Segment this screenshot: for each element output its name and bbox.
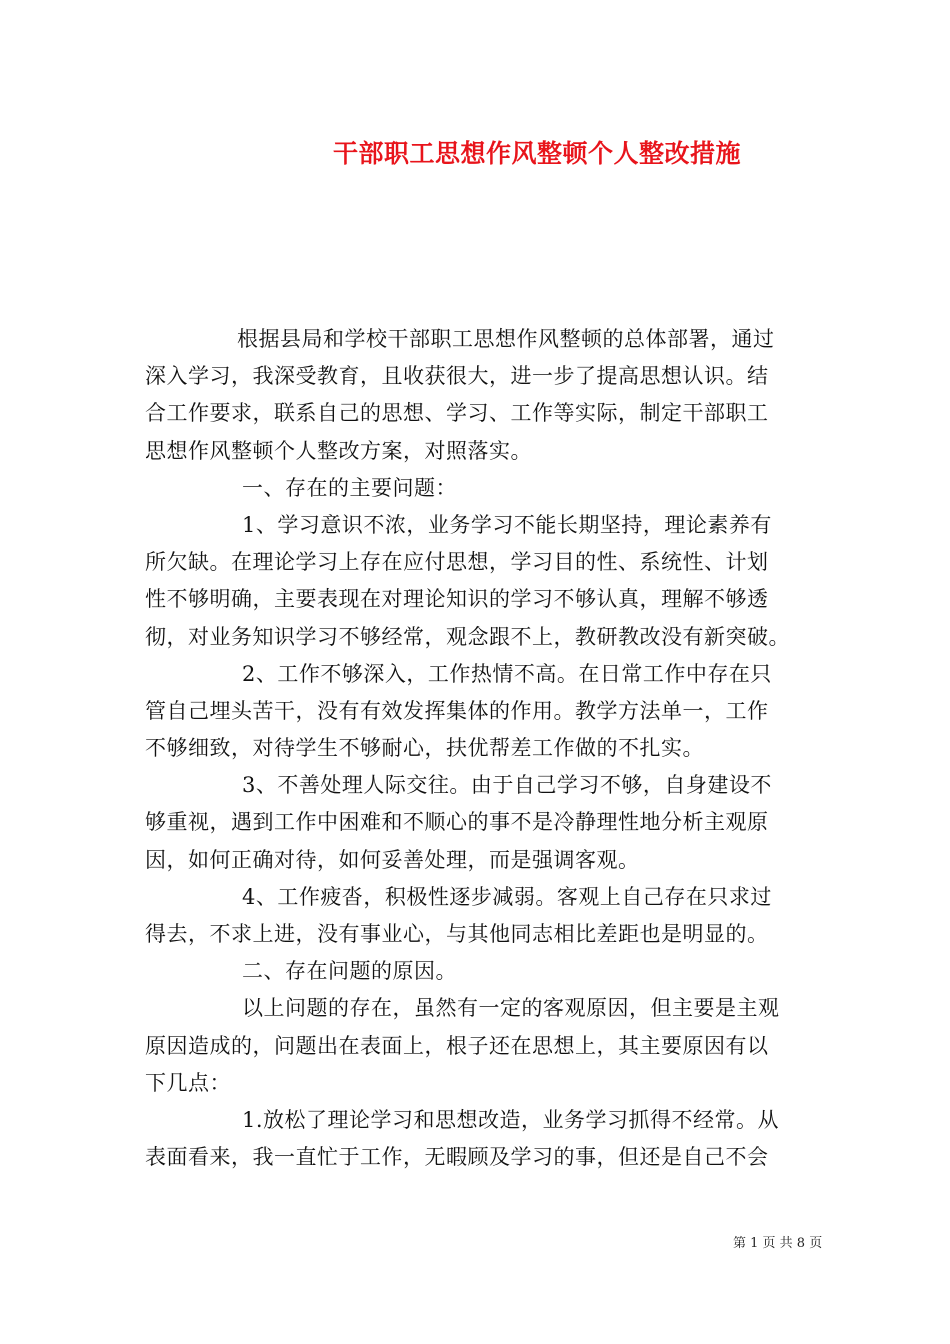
paragraph-line: 2、工作不够深入，工作热情不高。在日常工作中存在只 — [242, 661, 772, 686]
paragraph-line: 下几点： — [145, 1070, 231, 1095]
paragraph-line: 原因造成的，问题出在表面上，根子还在思想上，其主要原因有以 — [145, 1033, 769, 1058]
paragraph-line: 3、不善处理人际交往。由于自己学习不够，自身建设不 — [242, 773, 772, 798]
paragraph-line: 得去，不求上进，没有事业心，与其他同志相比差距也是明显的。 — [145, 922, 769, 946]
paragraph-line: 管自己埋头苦干，没有有效发挥集体的作用。教学方法单一，工作 — [145, 698, 769, 723]
paragraph-line: 根据县局和学校干部职工思想作风整顿的总体部署，通过 — [237, 327, 775, 351]
paragraph-line: 思想作风整顿个人整改方案，对照落实。 — [145, 438, 532, 463]
paragraph-line: 因，如何正确对待，如何妥善处理，而是强调客观。 — [145, 847, 640, 872]
paragraph-line: 不够细致，对待学生不够耐心，扶优帮差工作做的不扎实。 — [145, 736, 704, 761]
paragraph-line: 够重视，遇到工作中困难和不顺心的事不是冷静理性地分析主观原 — [145, 810, 769, 835]
document-title: 干部职工思想作风整顿个人整改措施 — [333, 139, 742, 168]
paragraph-line: 1.放松了理论学习和思想改造，业务学习抓得不经常。从 — [242, 1107, 780, 1132]
paragraph-line: 以上问题的存在，虽然有一定的客观原因，但主要是主观 — [242, 996, 780, 1021]
paragraph-line: 1、学习意识不浓，业务学习不能长期坚持，理论素养有 — [242, 512, 772, 537]
paragraph-line: 表面看来，我一直忙于工作，无暇顾及学习的事，但还是自己不会 — [145, 1145, 769, 1170]
paragraph-line: 性不够明确，主要表现在对理论知识的学习不够认真，理解不够透 — [145, 587, 769, 612]
paragraph-line: 彻，对业务知识学习不够经常，观念跟不上，教研教改没有新突破。 — [145, 624, 790, 649]
section-heading: 二、存在问题的原因。 — [242, 959, 457, 984]
paragraph-line: 深入学习，我深受教育，且收获很大，进一步了提高思想认识。结 — [145, 364, 769, 389]
paragraph-line: 所欠缺。在理论学习上存在应付思想，学习目的性、系统性、计划 — [145, 550, 769, 575]
page-number: 第 1 页 共 8 页 — [733, 1236, 823, 1251]
document-body — [145, 321, 807, 1176]
paragraph-line: 合工作要求，联系自己的思想、学习、工作等实际，制定干部职工 — [145, 401, 769, 426]
paragraph-line: 4、工作疲沓，积极性逐步减弱。客观上自己存在只求过 — [242, 884, 772, 909]
section-heading: 一、存在的主要问题： — [242, 475, 457, 500]
